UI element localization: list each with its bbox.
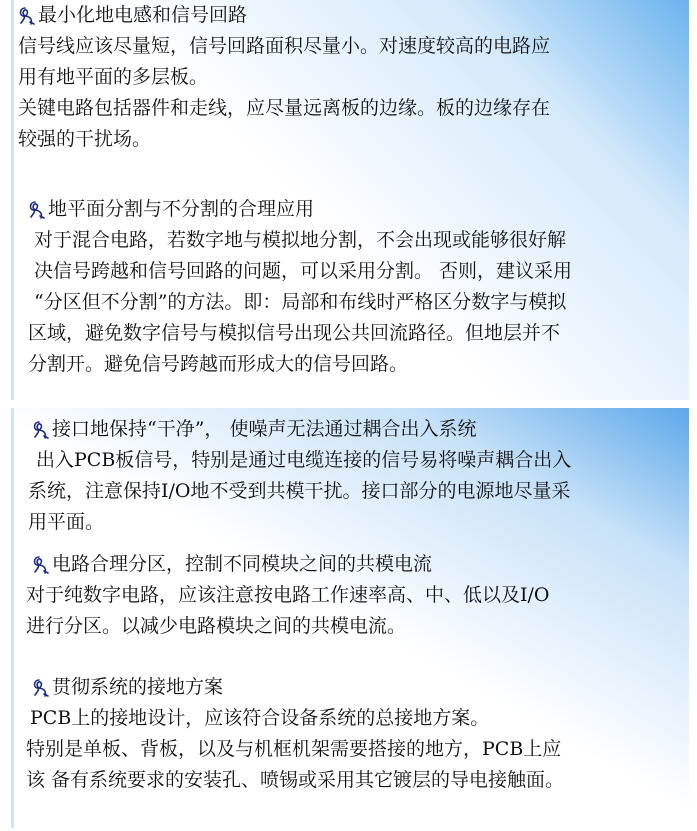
swirl-bullet-icon — [18, 6, 36, 26]
paragraph-line: 进行分区。以减少电路模块之间的共模电流。 — [26, 615, 407, 637]
paragraph-line: 特别是单板、背板，以及与机框机架需要搭接的地方，PCB上应 — [26, 738, 562, 760]
paragraph-line: 关键电路包括器件和走线，应尽量远离板的边缘。板的边缘存在 — [18, 97, 551, 119]
swirl-bullet-icon — [32, 555, 50, 575]
section-heading: 地平面分割与不分割的合理应用 — [28, 194, 572, 225]
paragraph-line: 用有地平面的多层板。 — [18, 66, 209, 88]
swirl-bullet-icon — [32, 678, 50, 698]
paragraph-line: 系统，注意保持I/O地不受到共模干扰。接口部分的电源地尽量采 — [28, 480, 571, 502]
paragraph-line: 较强的干扰场。 — [18, 128, 152, 150]
section-grounding-scheme — [26, 672, 564, 796]
swirl-bullet-icon — [28, 200, 46, 220]
paragraph-line: 决信号跨越和信号回路的问题，可以采用分割。 否则，建议采用 — [34, 260, 573, 282]
paragraph-line: 区域，避免数字信号与模拟信号出现公共回流路径。但地层并不 — [28, 322, 561, 344]
section-heading: 接口地保持“干净”， 使噪声无法通过耦合出入系统 — [32, 414, 571, 445]
paragraph-line: “分区但不分割”的方法。即：局部和布线时严格区分数字与模拟 — [34, 291, 567, 313]
section-minimize-ground-inductance — [18, 0, 550, 155]
section-heading: 最小化地电感和信号回路 — [18, 0, 550, 31]
paragraph-line: 用平面。 — [28, 511, 105, 533]
paragraph-line: 出入PCB板信号，特别是通过电缆连接的信号易将噪声耦合出入 — [36, 449, 572, 471]
paragraph-line: 对于纯数字电路，应该注意按电路工作速率高、中、低以及I/O — [26, 584, 550, 606]
section-ground-plane-split — [28, 194, 572, 380]
section-circuit-partition — [26, 549, 550, 642]
paragraph-line: 对于混合电路，若数字地与模拟地分割，不会出现或能够很好解 — [34, 229, 567, 251]
paragraph-line: 该 备有系统要求的安装孔、喷锡或采用其它镀层的导电接触面。 — [26, 769, 565, 791]
swirl-bullet-icon — [32, 420, 50, 440]
paragraph-line: PCB上的接地设计，应该符合设备系统的总接地方案。 — [30, 707, 490, 729]
section-heading: 贯彻系统的接地方案 — [26, 672, 564, 703]
section-interface-ground — [28, 414, 572, 538]
paragraph-line: 信号线应该尽量短，信号回路面积尽量小。对速度较高的电路应 — [18, 35, 551, 57]
paragraph-line: 分割开。避免信号跨越而形成大的信号回路。 — [28, 353, 409, 375]
section-heading: 电路合理分区，控制不同模块之间的共模电流 — [26, 549, 550, 580]
